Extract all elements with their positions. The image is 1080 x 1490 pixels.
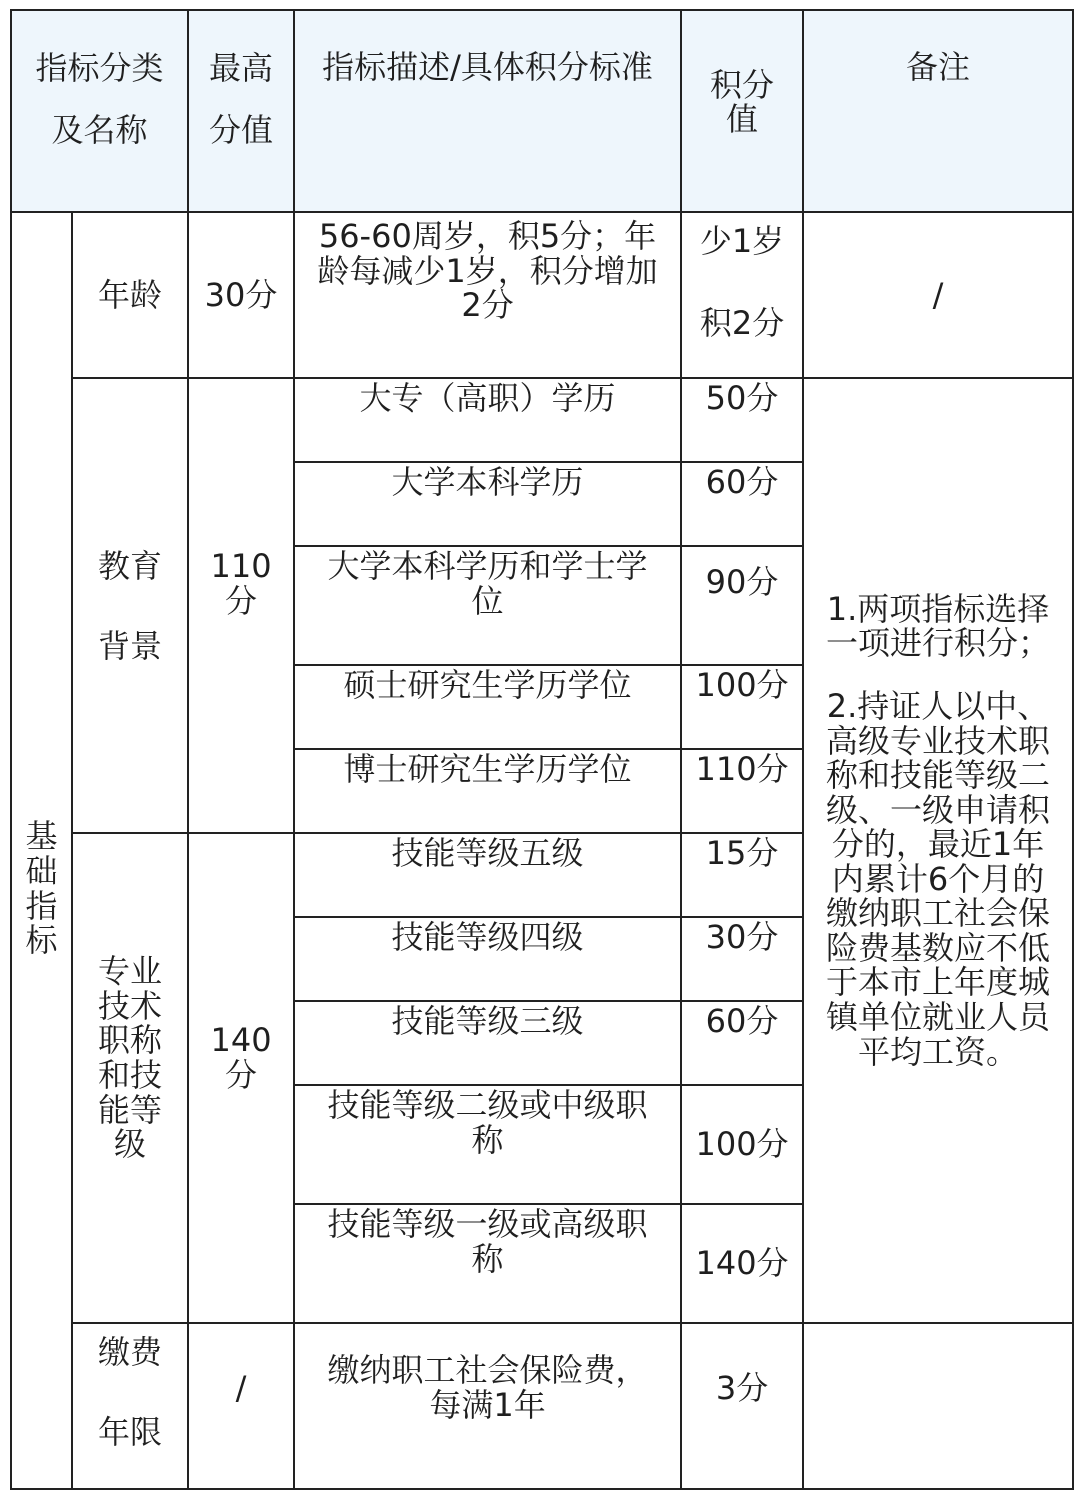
- contribution-remark: [803, 1323, 1073, 1489]
- skills-desc-0-text: 技能等级五级: [391, 834, 584, 872]
- age-remark-text: /: [932, 275, 944, 314]
- table-row: [11, 378, 1073, 462]
- education-name: [72, 378, 188, 833]
- age-max-text: 30分: [204, 275, 278, 314]
- header-category: [11, 10, 188, 212]
- header-row: [11, 10, 1073, 212]
- skills-name: [72, 833, 188, 1323]
- header-category-text: 指标分类及名称: [35, 48, 164, 149]
- shared-remark-para1: 1.两项指标选择一项进行积分；: [826, 589, 1051, 663]
- skills-desc-3-text: 技能等级二级或中级职称: [327, 1086, 648, 1159]
- education-points-0-text: 50分: [705, 379, 779, 417]
- age-description: [294, 212, 681, 378]
- age-points-line2: 积2分: [699, 304, 785, 342]
- skills-desc-1: [294, 917, 681, 1001]
- education-points-1-text: 60分: [705, 463, 779, 501]
- skills-name-text: 专业技术职称和技能等级: [98, 952, 163, 1164]
- education-desc-0: [294, 378, 681, 462]
- age-points-wrap: [700, 212, 784, 365]
- education-points-0: [681, 378, 803, 462]
- contribution-name-line1: 缴费: [98, 1333, 163, 1371]
- table-row: [11, 1323, 1073, 1489]
- skills-points-1: [681, 917, 803, 1001]
- skills-desc-3: [294, 1085, 681, 1204]
- skills-points-4: [681, 1204, 803, 1323]
- education-name-line2: 背景: [98, 626, 163, 665]
- skills-desc-4-text: 技能等级一级或高级职称: [327, 1205, 648, 1278]
- education-points-1: [681, 462, 803, 546]
- skills-points-0: [681, 833, 803, 917]
- skills-max: [188, 833, 294, 1323]
- header-remarks: [803, 10, 1073, 212]
- age-points: [681, 212, 803, 378]
- table-row: [11, 212, 1073, 378]
- header-remarks-text: 备注: [906, 48, 971, 86]
- contribution-max-text: /: [235, 1368, 247, 1407]
- skills-points-2-text: 60分: [705, 1002, 779, 1040]
- education-points-4: [681, 749, 803, 833]
- education-points-3-text: 100分: [695, 666, 789, 704]
- skills-desc-4: [294, 1204, 681, 1323]
- group-label-cell: [11, 212, 72, 1489]
- skills-points-1-text: 30分: [705, 918, 779, 956]
- age-points-line1: 少1岁: [699, 222, 785, 261]
- education-desc-2: [294, 546, 681, 665]
- skills-desc-1-text: 技能等级四级: [391, 918, 584, 956]
- contribution-name: [72, 1323, 188, 1489]
- skills-points-2: [681, 1001, 803, 1085]
- shared-remark-para2: 2.持证人以中、高级专业技术职称和技能等级二级、一级申请积分的，最近1年内累计6个月的缴纳职工社会保险费基数应不低于本市上年度城镇单位就业人员平均工资。: [826, 687, 1051, 1071]
- education-max: [188, 378, 294, 833]
- age-max: [188, 212, 294, 378]
- contribution-name-line2: 年限: [98, 1413, 163, 1451]
- education-desc-1: [294, 462, 681, 546]
- skills-points-3: [681, 1085, 803, 1204]
- shared-remark-cell: [803, 378, 1073, 1323]
- education-desc-4-text: 博士研究生学历学位: [343, 750, 632, 788]
- skills-desc-0: [294, 833, 681, 917]
- header-description-text: 指标描述/具体积分标准: [322, 48, 653, 86]
- contribution-description-text: 缴纳职工社会保险费，每满1年: [327, 1351, 648, 1424]
- points-scoring-table: [10, 9, 1074, 1490]
- contribution-points-text: 3分: [715, 1368, 769, 1407]
- education-points-3: [681, 665, 803, 749]
- header-max-score-text: 最高分值: [209, 48, 274, 149]
- skills-points-0-text: 15分: [705, 834, 779, 872]
- contribution-max: [188, 1323, 294, 1489]
- age-name: [72, 212, 188, 378]
- education-name-line1: 教育: [98, 546, 163, 585]
- education-desc-0-text: 大专（高职）学历: [359, 379, 616, 417]
- education-points-2: [681, 546, 803, 665]
- age-description-text: 56-60周岁，积5分；年龄每减少1岁，积分增加2分: [317, 217, 658, 325]
- education-points-4-text: 110分: [695, 750, 789, 788]
- education-desc-4: [294, 749, 681, 833]
- header-points: [681, 10, 803, 212]
- skills-max-text: 140分: [210, 1021, 272, 1094]
- age-name-text: 年龄: [98, 275, 163, 314]
- header-description: [294, 10, 681, 212]
- education-desc-2-text: 大学本科学历和学士学位: [327, 547, 648, 620]
- education-max-text: 110分: [210, 546, 272, 620]
- age-remark: [803, 212, 1073, 378]
- education-desc-3: [294, 665, 681, 749]
- skills-points-3-text: 100分: [695, 1125, 789, 1164]
- group-label: 基础指标: [25, 817, 58, 960]
- skills-points-4-text: 140分: [695, 1244, 789, 1283]
- skills-desc-2: [294, 1001, 681, 1085]
- education-points-2-text: 90分: [705, 563, 779, 601]
- contribution-points: [681, 1323, 803, 1489]
- header-points-text: 积分值: [710, 66, 775, 138]
- header-max-score: [188, 10, 294, 212]
- skills-desc-2-text: 技能等级三级: [391, 1002, 584, 1040]
- contribution-description: [294, 1323, 681, 1489]
- education-desc-3-text: 硕士研究生学历学位: [343, 666, 632, 704]
- education-desc-1-text: 大学本科学历: [391, 463, 584, 501]
